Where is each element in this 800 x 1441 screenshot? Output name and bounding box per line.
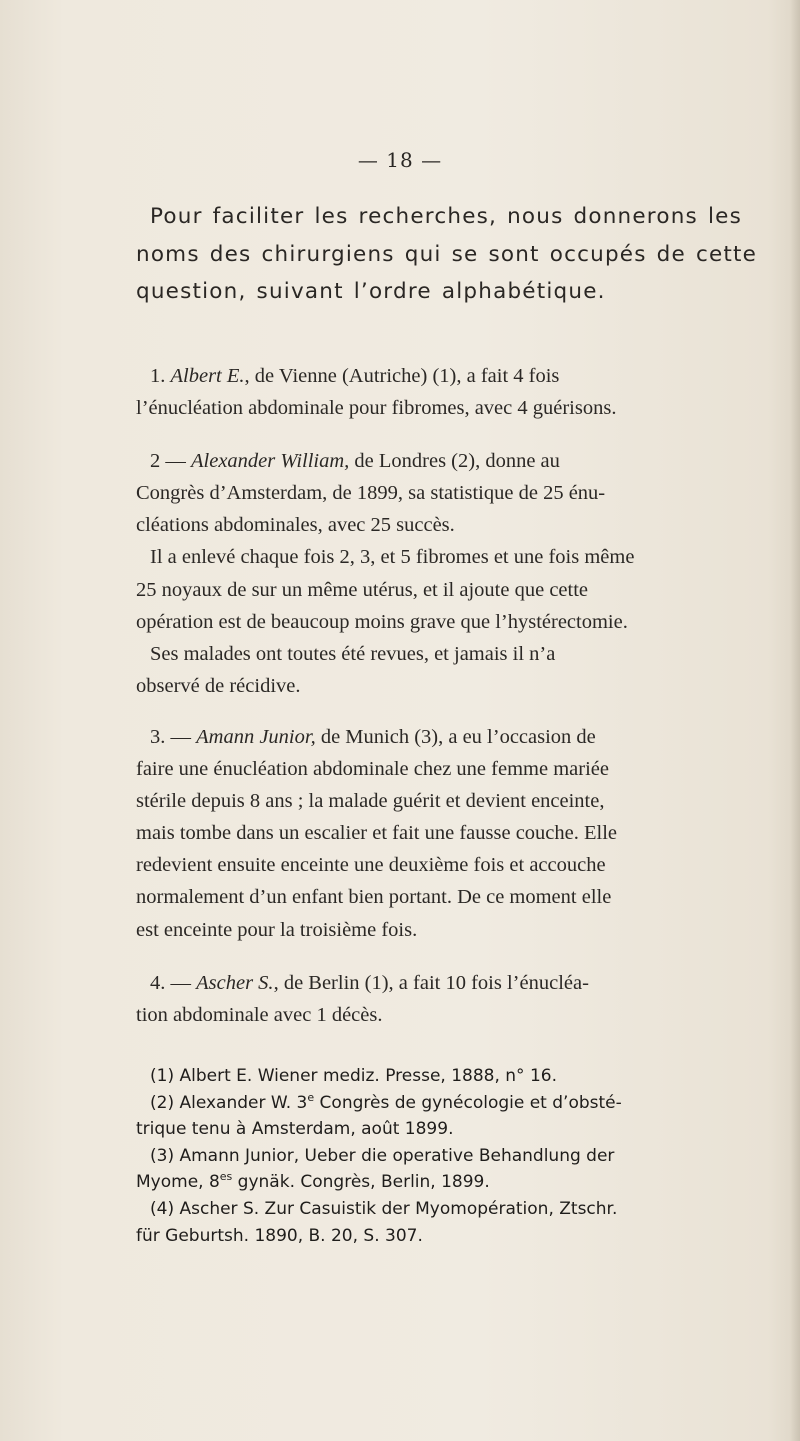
entry-text: de Londres (2), donne au — [349, 450, 560, 473]
footnotes — [136, 1063, 736, 1249]
footnote: (1) Albert E. Wiener mediz. Presse, 1888, n° 16. — [150, 1066, 557, 1086]
entry-text: de Munich (3), a eu l’occasion de — [315, 725, 596, 748]
entry-text: tion abdominale avec 1 décès. — [136, 1003, 383, 1026]
surgeon-list — [136, 360, 736, 1031]
surgeon-name: Albert E. — [170, 365, 245, 387]
footnote: (3) Amann Junior, Ueber die operative Behandlung der — [150, 1145, 615, 1166]
entry-text: l’énucléation abdominale pour fibromes, avec 4 guérisons. — [136, 397, 617, 420]
entry-text: faire une énucléation abdominale chez une femme mariée — [136, 758, 609, 781]
spacer — [136, 424, 736, 445]
footnote: (2) Alexander W. 3e Congrès de gynécologie et d’obsté- — [150, 1090, 622, 1113]
entry-text: stérile depuis 8 ans ; la malade guérit et devient enceinte, — [136, 790, 605, 813]
entry-number: 3. — — [150, 725, 191, 748]
spacer — [136, 702, 736, 721]
surgeon-entry — [136, 360, 736, 424]
entry-text: , de Vienne (Autriche) (1), a fait 4 fois — [244, 365, 560, 387]
footnote-continued: für Geburtsh. 1890, B. 20, S. 307. — [136, 1225, 423, 1246]
entry-text: mais tombe dans un escalier et fait une fausse couche. Elle — [136, 822, 617, 845]
entry-number: 2 — — [150, 450, 186, 473]
surgeon-entry — [136, 967, 736, 1031]
entry-text: opération est de beaucoup moins grave que l’hystérectomie. — [136, 610, 628, 633]
page-edge-shadow — [790, 0, 800, 1441]
intro-line: noms des chirurgiens qui se sont occupés de cette — [136, 241, 758, 267]
surgeon-name: Alexander William, — [191, 450, 350, 473]
entry-text: Ses malades ont toutes été revues, et jamais il n’a — [150, 642, 556, 665]
footnote-continued: Myome, $8^{es}$ gynäk. Congrès, Berlin, 1899. — [136, 1170, 490, 1193]
intro-line: question, suivant l’ordre alphabétique. — [136, 279, 606, 304]
entry-text: cléations abdominales, avec 25 succès. — [136, 514, 455, 537]
entry-text: observé de récidive. — [136, 674, 301, 697]
surgeon-entry — [136, 721, 736, 946]
entry-text: redevient ensuite enceinte une deuxième fois et accouche — [136, 854, 606, 877]
entry-text: 25 noyaux de sur un même utérus, et il ajoute que cette — [136, 578, 589, 601]
footnote-continued: trique tenu à Amsterdam, août 1899. — [136, 1119, 454, 1140]
intro-paragraph — [136, 198, 758, 311]
entry-text: normalement d’un enfant bien portant. De ce moment elle — [136, 886, 612, 909]
surgeon-name: Amann Junior, — [196, 725, 316, 748]
surgeon-entry — [136, 445, 736, 702]
entry-text: , de Berlin (1), a fait 10 fois l’énucléa- — [273, 971, 589, 994]
page-number: — 18 — — [357, 148, 443, 172]
entry-text: Il a enlevé chaque fois 2, 3, et 5 fibromes et une fois même — [150, 546, 635, 569]
entry-text: est enceinte pour la troisième fois. — [136, 918, 418, 941]
intro-line: Pour faciliter les recherches, nous donnerons les — [150, 204, 742, 229]
footnote: (4) Ascher S. Zur Casuistik der Myomopération, Ztschr. — [150, 1198, 618, 1219]
spacer — [136, 946, 736, 967]
entry-text: Congrès d’Amsterdam, de 1899, sa statistique de 25 énu- — [136, 482, 606, 505]
surgeon-name: Ascher S. — [196, 971, 274, 994]
entry-number: 1. — [150, 365, 166, 387]
entry-number: 4. — — [150, 971, 191, 994]
